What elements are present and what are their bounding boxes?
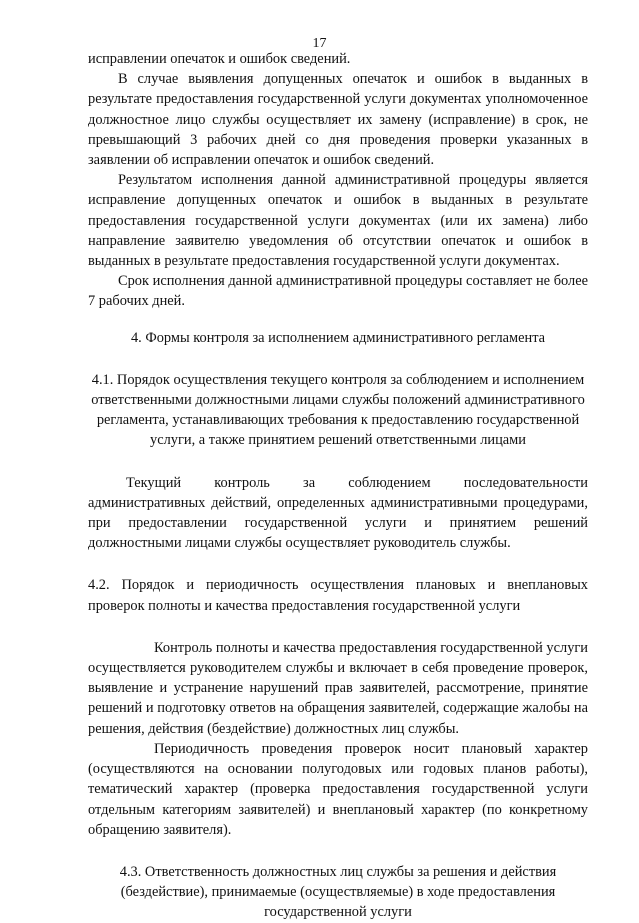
subsection-4-1-heading: 4.1. Порядок осуществления текущего контроля за соблюдением и исполнением ответственными должностными лицами службы положений административного регламента, устанавливающих требования к предоставлению государственной услуги, а также принятием решений ответственными лицами: [91, 371, 585, 449]
document-body: [88, 49, 588, 923]
paragraph-error-correction: В случае выявления допущенных опечаток и ошибок в выданных в результате предоставления государственной услуги документах уполномоченное должностное лицо службы осуществляет их замену (исправление) в срок, не превышающий 3 рабочих дней со дня проведения проверки указанных в заявлении об исправлении опечаток и ошибок сведений.: [88, 71, 588, 169]
paragraph-procedure-result: Результатом исполнения данной административной процедуры является исправление допущенных опечаток и ошибок в выданных в результате предоставления государственной услуги документах (или их замена) либо направление заявителю уведомления об отсутствии опечаток и ошибок в выданных в результате предоставления государственной услуги документах.: [88, 172, 588, 270]
subsection-4-2-heading: 4.2. Порядок и периодичность осуществления плановых и внеплановых проверок полноты и качества предоставления государственной услуги: [88, 577, 588, 614]
subsection-4-2-text-2: Периодичность проведения проверок носит плановый характер (осуществляются на основании полугодовых или годовых планов работы), тематический характер (проверка предоставления государственной услуги отдельным категориям заявителей) и внеплановый характер (по конкретному обращению заявителя).: [88, 740, 588, 838]
section-4-heading: 4. Формы контроля за исполнением административного регламента: [130, 329, 546, 346]
subsection-4-2-text-1: Контроль полноты и качества предоставления государственной услуги осуществляется руководителем службы и включает в себя проведение проверок, выявление и устранение нарушений прав заявителей, рассмотрение, принятие решений и подготовку ответов на обращения заявителей, содержащие жалобы на решения, действия (бездействие) должностных лиц службы.: [88, 639, 588, 737]
subsection-4-1-text: Текущий контроль за соблюдением последовательности административных действий, определенных административными процедурами, при предоставлении государственной услуги и принятием решений должностными лицами службы осуществляет руководитель службы.: [88, 474, 588, 552]
page-number: 17: [312, 36, 327, 51]
subsection-4-3-heading: 4.3. Ответственность должностных лиц службы за решения и действия (бездействие), принимаемые (осуществляемые) в ходе предоставления государственной услуги: [119, 863, 557, 921]
paragraph-continuation: исправлении опечаток и ошибок сведений.: [88, 51, 351, 67]
paragraph-procedure-term: Срок исполнения данной административной процедуры составляет не более 7 рабочих дней.: [88, 273, 588, 310]
